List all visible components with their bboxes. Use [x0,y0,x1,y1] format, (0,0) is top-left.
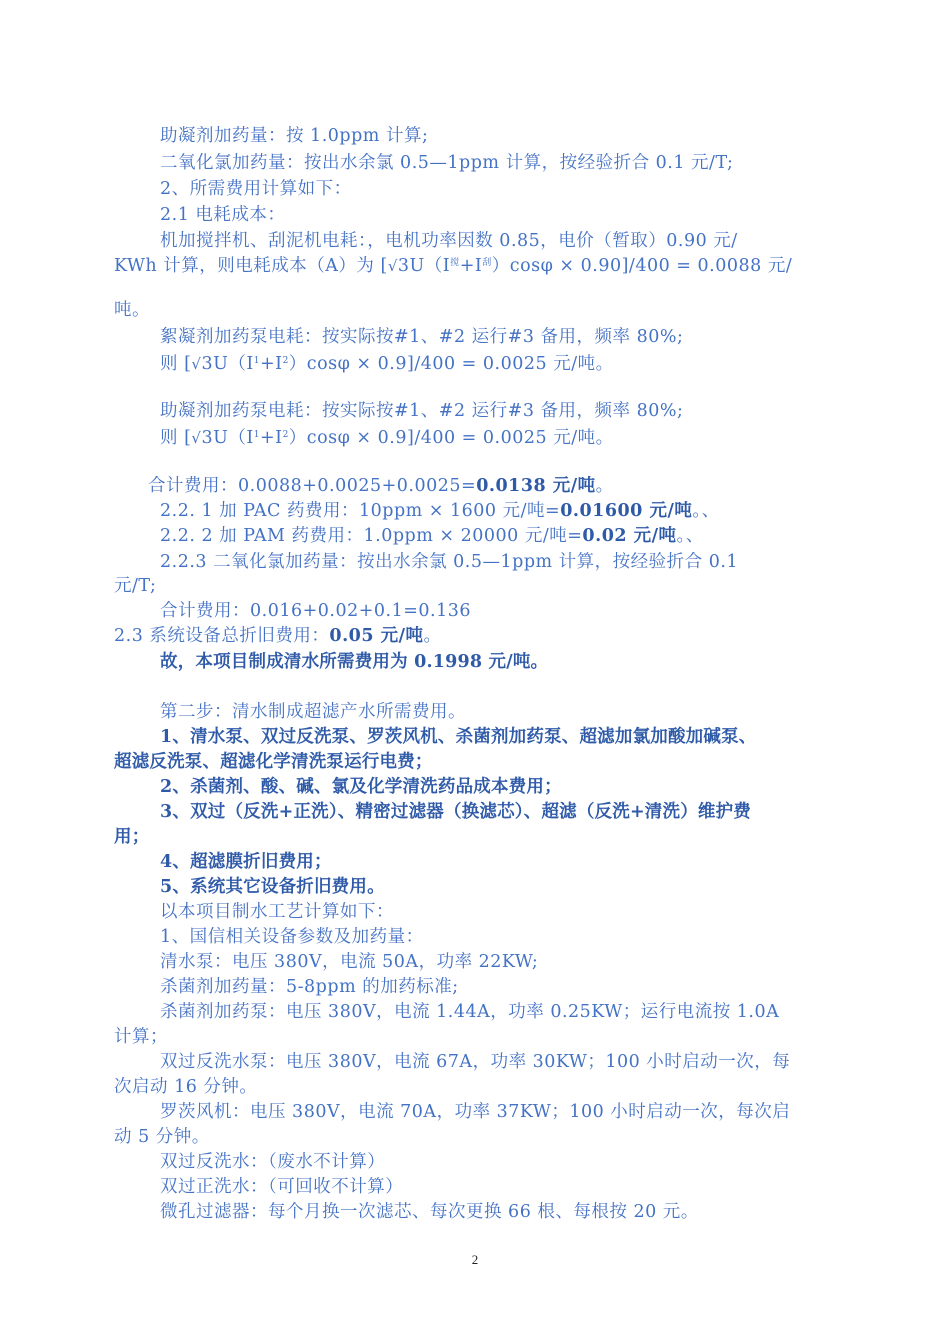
list-item-continued: 用； [114,827,150,847]
formula-line: KWh 计算，则电耗成本（A）为 $[√3U(I^搅+I^刮)\cos\varphi \times 0.90]/400 = 0.0088$ 元/ [114,256,793,276]
formula-line: 则 $[√3U(I^1+I^2)\cos\varphi \times 0.9]/400 = 0.0025$ 元/吨。 [160,428,614,448]
text-line: 以本项目制水工艺计算如下： [160,902,394,922]
text-line: 2.2.3 二氧化氯加药量：按出水余氯 0.5—1ppm 计算，按经验折合 0.1 [160,552,739,572]
list-item: 1、清水泵、双过反洗泵、罗茨风机、杀菌剂加药泵、超滤加氯加酸加碱泵、 [160,727,757,747]
conclusion-line: 故，本项目制成清水所需费用为 0.1998 元/吨。 [160,652,549,672]
text-line: 2.2. 2 加 PAM 药费用：1.0ppm × 20000 元/吨=0.02 元/吨。、 [160,526,704,546]
text-line: 2.3 系统设备总折旧费用：0.05 元/吨。 [114,626,442,646]
sqrt-symbol: √ [191,429,202,447]
list-item: 2、杀菌剂、酸、碱、氯及化学清洗药品成本费用； [160,777,562,797]
list-item-continued: 超滤反洗泵、超滤化学清洗泵运行电费； [114,752,433,772]
text-line: 2.2. 1 加 PAC 药费用：10ppm × 1600 元/吨=0.01600 元/吨。、 [160,501,720,521]
text-line: 罗茨风机：电压 380V，电流 70A，功率 37KW；100 小时启动一次，每次启 [160,1102,791,1122]
section-heading: 2.1 电耗成本： [160,205,286,225]
text-line: 机加搅拌机、刮泥机电耗：，电机功率因数 0.85，电价（暂取）0.90 元/ [160,231,738,251]
sqrt-symbol: √ [191,355,202,373]
text-line: 动 5 分钟。 [114,1127,210,1147]
formula-line: 则 $[√3U(I^1+I^2)\cos\varphi \times 0.9]/400 = 0.0025$ 元/吨。 [160,354,614,374]
text-line: 杀菌剂加药泵：电压 380V，电流 1.44A，功率 0.25KW；运行电流按 1.0A [160,1002,780,1022]
text-line: 助凝剂加药量：按 1.0ppm 计算; [160,126,429,146]
page-number: 2 [471,1252,479,1267]
total-line: 合计费用：0.0088+0.0025+0.0025=0.0138 元/吨。 [148,476,614,496]
text-line: 清水泵：电压 380V，电流 50A，功率 22KW; [160,952,539,972]
text-line: 2、所需费用计算如下： [160,179,352,199]
text-line: 双过正洗水：（可回收不计算） [160,1177,404,1197]
text-line: 元/T; [114,576,157,596]
list-item: 3、双过（反洗+正洗）、精密过滤器（换滤芯）、超滤（反洗+清洗）维护费 [160,802,752,822]
text-line: 双过反洗水泵：电压 380V，电流 67A，功率 30KW；100 小时启动一次，每 [160,1052,791,1072]
text-line: 次启动 16 分钟。 [114,1077,258,1097]
text-line: 计算； [114,1027,168,1047]
text-line: 吨。 [114,300,150,320]
text-line: 助凝剂加药泵电耗：按实际按#1、#2 运行#3 备用，频率 80%; [160,401,684,421]
text-line: 杀菌剂加药量：5-8ppm 的加药标准; [160,977,459,997]
step-heading: 第二步：清水制成超滤产水所需费用。 [160,702,466,722]
text-line: 1、国信相关设备参数及加药量： [160,927,424,947]
total-line: 合计费用：0.016+0.02+0.1=0.136 [160,601,471,621]
text-line: 双过反洗水：（废水不计算） [160,1152,386,1172]
sqrt-symbol: √ [387,257,398,275]
text-line: 微孔过滤器：每个月换一次滤芯、每次更换 66 根、每根按 20 元。 [160,1202,699,1222]
list-item: 5、系统其它设备折旧费用。 [160,877,385,897]
text-line: 二氧化氯加药量：按出水余氯 0.5—1ppm 计算，按经验折合 0.1 元/T; [160,153,734,173]
text-line: 絮凝剂加药泵电耗：按实际按#1、#2 运行#3 备用，频率 80%; [160,327,684,347]
list-item: 4、超滤膜折旧费用； [160,852,332,872]
